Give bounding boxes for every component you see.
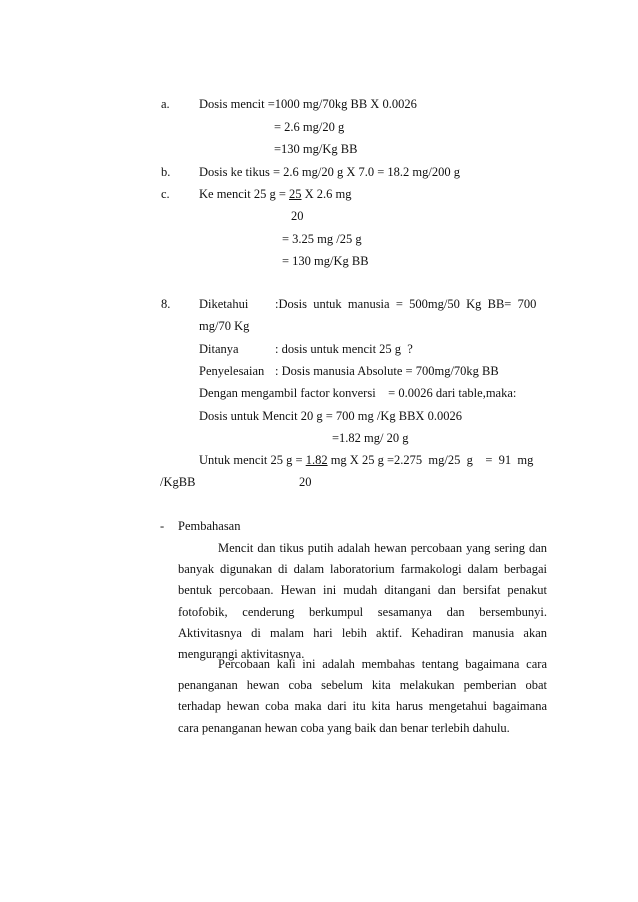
penyelesaian-value: : Dosis manusia Absolute = 700mg/70kg BB bbox=[275, 364, 499, 378]
diketahui-value: :Dosis untuk manusia = 500mg/50 Kg BB= 700 bbox=[275, 297, 537, 311]
mencit-25-numerator: 1.82 bbox=[305, 453, 328, 467]
pembahasan-paragraph-1 bbox=[178, 538, 547, 665]
item-c-line1 bbox=[199, 186, 352, 202]
item-b-marker: b. bbox=[161, 165, 171, 179]
dosis-mencit-20-line: Dosis untuk Mencit 20 g = 700 mg /Kg BBX 0.0026 bbox=[199, 409, 462, 423]
item-a-line2: = 2.6 mg/20 g bbox=[274, 120, 345, 134]
item-a-line1: Dosis mencit =1000 mg/70kg BB X 0.0026 bbox=[199, 97, 417, 111]
item-c-numerator: 25 bbox=[289, 187, 302, 201]
section-8-number: 8. bbox=[161, 297, 171, 311]
mencit-25-line bbox=[199, 452, 533, 468]
item-c-line4: = 130 mg/Kg BB bbox=[282, 254, 369, 268]
item-c-marker: c. bbox=[161, 187, 170, 201]
konversi-line: Dengan mengambil factor konversi = 0.0026 dari table,maka: bbox=[199, 386, 517, 400]
item-c-line3: = 3.25 mg /25 g bbox=[282, 232, 362, 246]
penyelesaian-label: Penyelesaian bbox=[199, 364, 265, 378]
mencit-25-pre: Untuk mencit 25 g = bbox=[199, 453, 306, 467]
ditanya-value: : dosis untuk mencit 25 g ? bbox=[275, 342, 413, 356]
item-c-denominator: 20 bbox=[291, 209, 304, 223]
item-b-line1: Dosis ke tikus = 2.6 mg/20 g X 7.0 = 18.2 mg/200 g bbox=[199, 165, 460, 179]
item-c-line1-post: X 2.6 mg bbox=[301, 187, 352, 201]
pembahasan-paragraph-2 bbox=[178, 654, 547, 739]
pembahasan-paragraph-2-text: Percobaan kali ini adalah membahas tentang bagaimana cara penanganan hewan coba sebelum kita melakukan pemberian obat terhadap hewan coba maka dari itu kita harus mengetahui bagaimana cara penanganan hewan coba yang baik dan benar terlebih dahulu. bbox=[178, 657, 547, 735]
result-20-line: =1.82 mg/ 20 g bbox=[332, 431, 409, 445]
pembahasan-bullet: - bbox=[160, 519, 165, 533]
item-a-line3: =130 mg/Kg BB bbox=[274, 142, 358, 156]
item-c-line1-pre: Ke mencit 25 g = bbox=[199, 187, 290, 201]
pembahasan-heading: Pembahasan bbox=[178, 519, 241, 533]
ditanya-label: Ditanya bbox=[199, 342, 239, 356]
item-a-marker: a. bbox=[161, 97, 170, 111]
diketahui-label: Diketahui bbox=[199, 297, 249, 311]
diketahui-continuation: mg/70 Kg bbox=[199, 319, 250, 333]
pembahasan-paragraph-1-text: Mencit dan tikus putih adalah hewan percobaan yang sering dan banyak digunakan di dalam laboratorium farmakologi dalam berbagai bentuk percobaan. Hewan ini mudah ditangani dan bersifat penakut fotofobik, cenderung berkumpul sesamanya dan bersembunyi. Aktivitasnya di malam hari lebih aktif. Kehadiran manusia akan mengurangi aktivitasnya. bbox=[178, 541, 547, 662]
mencit-25-post: mg X 25 g =2.275 mg/25 g = 91 mg bbox=[327, 453, 534, 467]
mencit-25-denominator: 20 bbox=[299, 475, 312, 489]
kgbb-unit: /KgBB bbox=[160, 475, 196, 489]
